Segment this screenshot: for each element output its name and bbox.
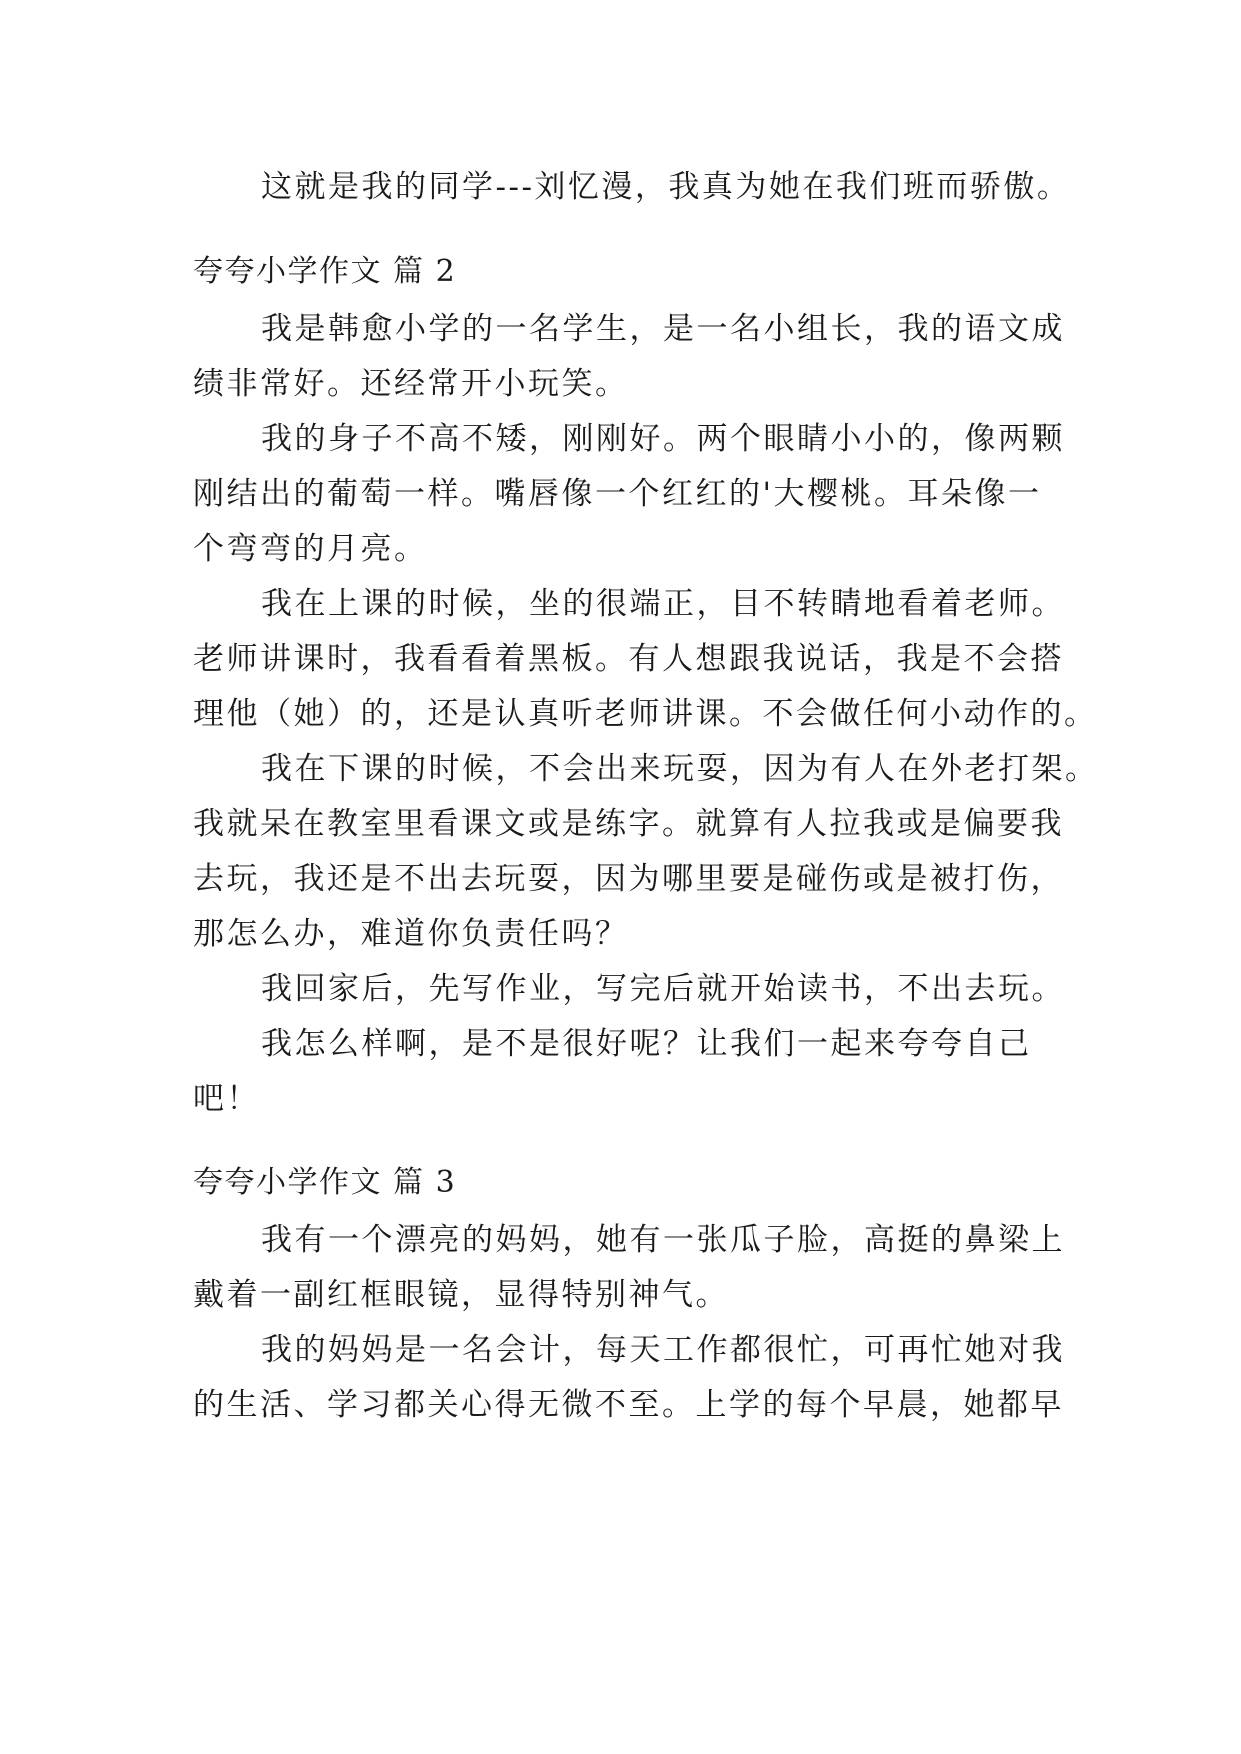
paragraph-line: 那怎么办，难道你负责任吗？ <box>193 916 629 952</box>
paragraph-line: 我怎么样啊，是不是很好呢？让我们一起来夸夸自己 <box>261 1026 1032 1062</box>
paragraph-line: 去玩，我还是不出去玩耍，因为哪里要是碰伤或是被打伤， <box>193 861 1064 897</box>
paragraph-line: 绩非常好。还经常开小玩笑。 <box>193 366 629 402</box>
section-heading-2: 夸夸小学作文 篇 2 <box>193 254 457 289</box>
paragraph-line: 我在上课的时候，坐的很端正，目不转睛地看着老师。 <box>261 586 1065 622</box>
paragraph-line: 我是韩愈小学的一名学生，是一名小组长，我的语文成 <box>261 311 1065 347</box>
paragraph-line: 我就呆在教室里看课文或是练字。就算有人拉我或是偏要我 <box>193 806 1064 842</box>
paragraph-line: 我的身子不高不矮，刚刚好。两个眼睛小小的，像两颗 <box>261 421 1065 457</box>
paragraph-line: 我回家后，先写作业，写完后就开始读书，不出去玩。 <box>261 971 1065 1007</box>
paragraph-line: 我的妈妈是一名会计，每天工作都很忙，可再忙她对我 <box>261 1332 1065 1368</box>
paragraph-line: 理他（她）的，还是认真听老师讲课。不会做任何小动作的。 <box>193 696 1098 732</box>
paragraph-line: 这就是我的同学---刘忆漫，我真为她在我们班而骄傲。 <box>261 169 1071 205</box>
paragraph-line: 我有一个漂亮的妈妈，她有一张瓜子脸，高挺的鼻梁上 <box>261 1222 1065 1258</box>
paragraph-line: 我在下课的时候，不会出来玩耍，因为有人在外老打架。 <box>261 751 1099 787</box>
paragraph-line: 的生活、学习都关心得无微不至。上学的每个早晨，她都早 <box>193 1387 1064 1423</box>
paragraph-line: 刚结出的葡萄一样。嘴唇像一个红红的'大樱桃。耳朵像一 <box>193 476 1042 512</box>
section-heading-3: 夸夸小学作文 篇 3 <box>193 1165 457 1200</box>
paragraph-line: 老师讲课时，我看看着黑板。有人想跟我说话，我是不会搭 <box>193 641 1064 677</box>
paragraph-line: 个弯弯的月亮。 <box>193 531 428 567</box>
paragraph-line: 戴着一副红框眼镜，显得特别神气。 <box>193 1277 729 1313</box>
paragraph-line: 吧！ <box>193 1081 260 1117</box>
